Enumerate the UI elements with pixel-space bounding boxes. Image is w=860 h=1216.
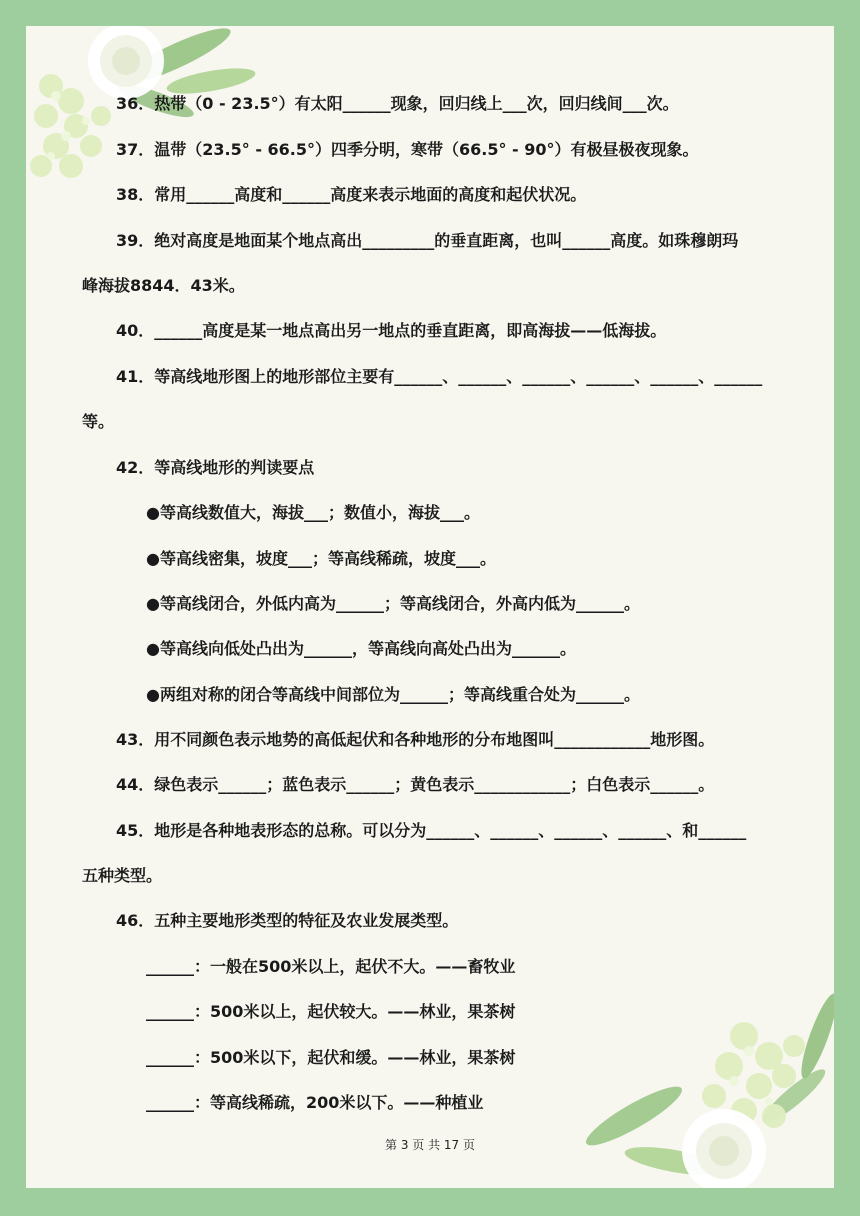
question-38: 38．常用______高度和______高度来表示地面的高度和起伏状况。 — [116, 185, 587, 204]
terrain-item-4: ______：等高线稀疏，200米以下。——种植业 — [146, 1093, 484, 1112]
question-36: 36．热带（0 - 23.5°）有太阳______现象，回归线上___次，回归线间___次。 — [116, 94, 679, 113]
page-footer: 第 3 页 共 17 页 — [385, 1138, 475, 1152]
question-39-line1: 39．绝对高度是地面某个地点高出_________的垂直距离，也叫______高度。如珠穆朗玛 — [116, 231, 739, 250]
question-42: 42．等高线地形的判读要点 — [116, 458, 315, 477]
question-44: 44．绿色表示______；蓝色表示______；黄色表示____________；白色表示______。 — [116, 775, 715, 794]
bullet-2: ●等高线密集，坡度___；等高线稀疏，坡度___。 — [146, 549, 496, 568]
question-40: 40．______高度是某一地点高出另一地点的垂直距离，即高海拔——低海拔。 — [116, 321, 667, 340]
question-45-line1: 45．地形是各种地表形态的总称。可以分为______、______、______、______、和______ — [116, 821, 747, 840]
question-46: 46．五种主要地形类型的特征及农业发展类型。 — [116, 911, 459, 930]
terrain-item-3: ______：500米以下，起伏和缓。——林业，果茶树 — [146, 1048, 516, 1067]
terrain-item-2: ______：500米以上，起伏较大。——林业，果茶树 — [146, 1002, 516, 1021]
question-39-line2: 峰海拔8844．43米。 — [82, 276, 245, 295]
bullet-5: ●两组对称的闭合等高线中间部位为______；等高线重合处为______。 — [146, 685, 640, 704]
bullet-4: ●等高线向低处凸出为______，等高线向高处凸出为______。 — [146, 639, 576, 658]
terrain-item-1: ______：一般在500米以上，起伏不大。——畜牧业 — [146, 957, 516, 976]
page — [26, 26, 834, 1188]
bullet-3: ●等高线闭合，外低内高为______；等高线闭合，外高内低为______。 — [146, 594, 640, 613]
question-37: 37．温带（23.5° - 66.5°）四季分明，寒带（66.5° - 90°）有极昼极夜现象。 — [116, 140, 699, 159]
question-45-line2: 五种类型。 — [82, 866, 163, 885]
bullet-1: ●等高线数值大，海拔___；数值小，海拔___。 — [146, 503, 480, 522]
question-41-line2: 等。 — [82, 412, 115, 431]
question-43: 43．用不同颜色表示地势的高低起伏和各种地形的分布地图叫____________地形图。 — [116, 730, 715, 749]
question-41-line1: 41．等高线地形图上的地形部位主要有______、______、______、______、______、______ — [116, 367, 763, 386]
